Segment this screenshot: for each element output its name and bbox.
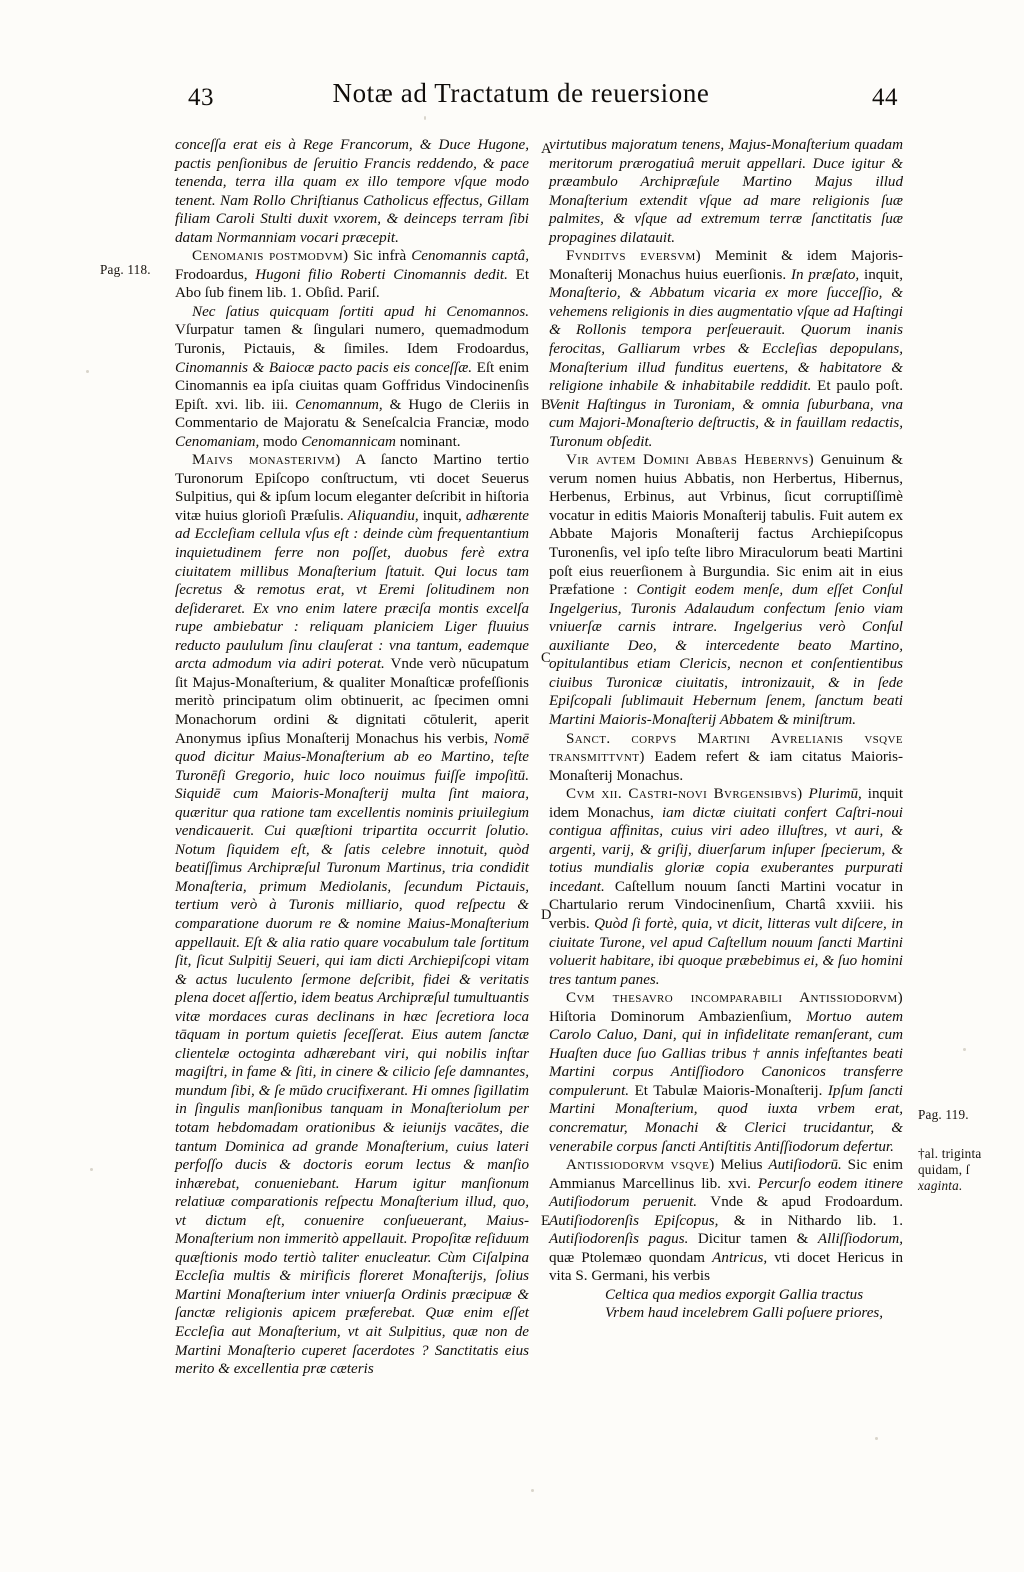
- gloss-text: inquit,: [859, 266, 903, 283]
- quoted-phrase: Percurſo eodem itinere Autiſiodorum peruenit.: [549, 1175, 903, 1211]
- quoted-phrase: Ipſum ſancti Martini Monaſterium, quod iuxta vrbem erat, concrematur, Monachi & Clerici trucidantur, & venerabile corpus ſancti Antiſtitis Antiſſiodorum defertur.: [549, 1082, 903, 1155]
- quoted-phrase: Antricus,: [712, 1249, 768, 1266]
- margin-note-label: Pag. 118.: [100, 262, 151, 277]
- gloss-text: Eadem refert & iam citatus Maioris-Monaſterij Monachus.: [549, 749, 903, 784]
- folio-number-left: 43: [188, 84, 214, 111]
- lemma-sanct-corpus-martini: Sanct. corpvs Martini Avrelianis vsqve transmittvnt): [549, 730, 903, 766]
- quoted-phrase: Autiſiodorū.: [768, 1157, 842, 1174]
- verse-line-1: Celtica qua medios exporgit Gallia tractus: [605, 1286, 864, 1303]
- quoted-phrase: Plurimū,: [802, 786, 862, 803]
- paragraph-cum-thesauro-incomparabili: [549, 989, 903, 1156]
- text-column-right: [549, 136, 903, 1323]
- gloss-text: inquit,: [418, 507, 466, 524]
- gloss-text: Sic infrà: [348, 248, 412, 265]
- section-letter-d: D: [541, 907, 552, 923]
- paragraph-conceſſa: conceſſa erat eis à Rege Francorum, & Duce Hugone, pactis penſionibus de ſeruitio Francis reddendo, & pace tenenda, terra illa quam ex illo tempore vſque modo tenent. Nam Rollo Chriſtianus Catholicus effectus, Gillam filiam Caroli Stulti duxit vxorem, & deinceps terram ſibi datam Normanniam vocari præcepit.: [175, 137, 529, 246]
- variant-line-2: quidam, ſ: [918, 1162, 970, 1177]
- quoted-phrase: Monaſterio, & Abbatum vicaria ex more ſucceſſio, & vehemens religionis in dies augmentatio vſque ad Haſtingi & Rollonis tempora perſeuerauit. Quorum inanis ferocitas, Galliarum vrbes & Eccleſias depopulans, Monaſterium illud funditus euertens, & habitatore & religione inhabile & inhabitabile reddidit.: [549, 285, 903, 395]
- quoted-phrase: Cenomannis captâ,: [411, 248, 529, 265]
- lemma-antissiodorum-usque: Antissiodorvm vsqve): [566, 1157, 715, 1174]
- quoted-phrase: Cenomannum,: [295, 396, 383, 413]
- paragraph-sanct-corpus-martini: [549, 730, 903, 786]
- margin-note-pag-119: [918, 1107, 1016, 1123]
- quoted-phrase: Nec ſatius quicquam ſortiti apud hi Cenomannos.: [192, 303, 529, 320]
- paragraph-cum-xii-castri-novi: [549, 785, 903, 989]
- quoted-phrase: Alliſſiodorum,: [817, 1231, 903, 1248]
- gloss-text: Frodoardus,: [175, 266, 256, 283]
- paragraph-virtutibus: virtutibus majoratum tenens, Majus-Monaſterium quadam meritorum prærogatiuâ meruit appellari. Duce igitur & præambulo Archipræſule Martino Majus illud Monaſterium extendit vſque ad mare religionis ſuæ palmites, & vſque ad extremum terræ ſanctitatis ſuæ propagines dilatauit.: [549, 137, 903, 246]
- quoted-phrase: Cenomaniam,: [175, 433, 260, 450]
- gloss-text: Hiſtoria Dominorum Ambazienſium,: [549, 1008, 807, 1025]
- paragraph-vir-autem-domini: [549, 451, 903, 729]
- gloss-text: Genuinum & verum nomen huius Abbatis, non Herbertus, Hibernus, Herbenus, Erbinus, aut Vrbinus, ſicut corruptiſſimè vocatur in editis Maioris Monaſterij tabulis. Fuit autem ex Abbate Majoris Monaſterij factus Archiepiſcopus Turonenſis, vel ipſo teſte libro Miraculorum beati Martini poſt eius reuerſionem à Burgundia. Sic enim ait in eius Præfatione :: [549, 452, 903, 599]
- gloss-text: inquit idem Monachus,: [549, 786, 904, 821]
- paragraph-nec-satius: [175, 303, 529, 451]
- gloss-text: Melius: [714, 1157, 769, 1174]
- lemma-maius-monasterium: Maivs monasterivm): [192, 452, 341, 469]
- gloss-text: nominant.: [395, 433, 461, 450]
- gloss-text: Vnde & apud Frodoardum.: [697, 1194, 903, 1211]
- section-letter-b: B: [541, 397, 551, 413]
- scan-speckle: [963, 1048, 966, 1051]
- section-letter-c: C: [541, 650, 551, 666]
- margin-note-pag-118: [100, 262, 186, 278]
- scan-speckle: [531, 1489, 534, 1492]
- section-letter-a: A: [541, 141, 552, 157]
- quoted-phrase: Autiſiodorenſis pagus.: [549, 1231, 689, 1248]
- text-column-left: [175, 136, 529, 1379]
- paragraph-funditus-eversum: [549, 247, 903, 451]
- page-title: Notæ ad Tractatum de reuersione: [332, 78, 710, 108]
- gloss-text: quæ Ptolemæo quondam: [549, 1249, 713, 1266]
- running-head: [0, 78, 1024, 118]
- lemma-funditus-eversum: Fvnditvs eversvm): [566, 248, 702, 265]
- gloss-text: Meminit & idem Majoris-Monaſterij Monachus huius euerſionis.: [549, 248, 903, 283]
- scan-speckle: [90, 1168, 93, 1171]
- quoted-phrase: Mortuo autem Carolo Caluo, Dani, qui in infidelitate remanſerant, cum Huaſten duce ſuo Gallias tribus † annis infeſtantes beati Martini corpus Antiſſiodoro Canonicos transferre compulerunt.: [549, 1008, 903, 1099]
- gloss-text: Vſurpatur tamen & ſingulari numero, quemadmodum Turonis, Pictauis, & ſimiles. Idem Frodoardus,: [175, 322, 529, 358]
- lemma-vir-autem-domini-abbas-hebernus: Vir avtem Domini Abbas Hebernvs): [566, 452, 815, 469]
- quoted-phrase: Hugoni filio Roberti Cinomannis dedit.: [255, 266, 508, 283]
- gloss-text: Et Abo ſub finem lib. 1. Obſid. Pariſ.: [175, 266, 530, 302]
- lemma-cum-xii-castri-novi: Cvm xii. Castri-novi Bvrgensibvs): [566, 786, 803, 803]
- quoted-phrase: Nomē quod dicitur Maius-Monaſterium ab eo Martino, teſte Turonēſi Gregorio, huic loco nouimus fuiſſe impoſitū. Siquidē cum Maioris-Monaſterij multa ſint maiora, quæritur qua ratione tam excellentis nominis priuilegium vendicauerit. Cui quæſtioni tripartita occurrit ſolutio. Notum ſiquidem eſt, & ſatis celebre innotuit, quòd beatiſſimus Archipræſul Turonum Martinus, tria condidit Monaſteria, primum Mediolanis, ſecundum Pictauis, tertium verò à Turonis milliario, quod reſpectu & comparatione duorum re & nomine Maius-Monaſterium appellauit. Eſt & alia ratio quare vocabulum tale ſortitum ſit, ſicut Sulpitij Seueri, qui iam dicti Archiepiſcopi vitam & actus luculento ſermone deſcribit, fidei & veritatis plena docet aſſertio, idem beatus Archipræſul tumultuantis vitæ mordaces curas declinans in hæc ſecretiora loca tāquam in portum quietis ſeceſſerat. Eius autem ſanctæ clientelæ octoginta adhærebant viri, qui nobilis inſtar magiſtri, in fame & ſiti, in cinere & cilicio ſeſe damnantes, mundum ſibi, & ſe mūdo crucifixerant. Hi omnes ſigillatim in ſingulis manſionibus tanquam in Monaſteriolum per totam hebdomadam orationibus & ieiunijs vacātes, die tantum Dominica ad grande Monaſterium, cuius lateri perfoſſo ducis & doctoris eorum lectus & manſio inhærebat, conueniebant. Harum igitur manſionum relatiuæ comparationis reſpectu Monaſterium illud, quo, vt dictum eſt, conuenire conſueuerant, Maius-Monaſterium non immeritò appellauit. Propoſitæ reſiduum quæſtionis modo tertiò taliter enucleatur. Cùm Ciſalpina Eccleſia multis & mirificis floreret Monaſterijs, ſolius Martini Monaſterium inter vniuerſa Ordinis præcipuæ & ſanctæ religionis apicem præferebat. Quæ enim eſſet Eccleſia aut Monaſterium, vt ait Sulpitius, quæ non de Martini Monaſterio cuperet ſacerdotes ? Sanctitatis eius merito & excellentia præ cæteris: [175, 730, 529, 1378]
- quoted-phrase: adhærente ad Eccleſiam cellula vſus eſt : deinde cùm frequentantium inquietudinem ferre non poſſet, duobus ferè extra ciuitatem millibus Monaſterium ſtatuit. Qui locus tam ſecretus & remotus erat, vt Eremi ſolitudinem non deſideraret. Ex vno enim latere præciſa montis excelſa rupe ambiebatur : reliquam planiciem Liger fluuius reducto paululum ſinu clauſerat : vna tantum, eademque arcta admodum via adiri poterat.: [175, 507, 529, 673]
- scan-speckle: [424, 116, 426, 120]
- quoted-phrase: Venit Haſtingus in Turoniam, & omnia ſuburbana, vna cum Majori-Monaſterio deſtructis, & in fauillam redactis, Turonum obſedit.: [549, 396, 903, 450]
- gloss-text: A ſancto Martino tertio Turonorum Epiſcopo conſtructum, vti docet Seuerus Sulpitius, qui & ipſum locum eleganter deſcribit in hiſtoria vitæ huius glorioſi Præſulis.: [175, 452, 530, 524]
- gloss-text: Eſt enim Cinomannis ea ipſa ciuitas quam Goffridus Vindocinenſis Epiſt. xvi. lib. iii.: [175, 359, 529, 413]
- quoted-phrase: iam dictæ ciuitati confert Caſtri-noui contigua affinitas, cuius viri adeo illuſtres, vt auri, & argenti, varij, & griſij, diuerſarum inſuper ſpecierum, & totius mundialis gloriæ copia exuberantes purpurati incedant.: [549, 804, 903, 895]
- variant-line-1: †al. triginta: [918, 1146, 982, 1161]
- gloss-text: & in Nithardo lib. 1.: [718, 1212, 904, 1229]
- quoted-phrase: Cinomannis & Baiocæ pacto pacis eis conceſſæ.: [175, 359, 473, 376]
- folio-number-right: 44: [872, 84, 898, 111]
- scan-speckle: [875, 1437, 878, 1440]
- quoted-phrase: Cenomannicam: [301, 433, 396, 450]
- margin-note-label: Pag. 119.: [918, 1107, 969, 1122]
- quoted-phrase: Contigit eodem menſe, dum eſſet Conſul Ingelgerius, Turonis Adalaudum confectum ſenio viam vniuerſæ carnis intrare. Ingelgerius verò Conſul auxiliante Deo, & intercedente beato Martino, opitulantibus etiam Clericis, necnon et conſentientibus ciuibus Turonicæ ciuitatis, intronizauit, & in ſede Epiſcopali ſublimauit Hebernum ſenem, ſanctum beati Martini Maioris-Monaſterij Abbatem & miniſtrum.: [549, 582, 904, 728]
- gloss-text: & Hugo de Cleriis in Commentario de Majoratu & Seneſcalcia Franciæ, modo: [175, 396, 529, 432]
- quoted-phrase: Aliquandiu,: [347, 507, 419, 524]
- gloss-text: Sic enim Ammianus Marcellinus lib. xvi.: [549, 1157, 904, 1192]
- gloss-text: Et paulo poſt.: [811, 378, 903, 395]
- paragraph-maius-monasterium: [175, 451, 529, 1378]
- gloss-text: Caſtellum nouum ſancti Martini vocatur in Chartulario rerum Vindocinenſium, Chartâ xxviii. his verbis.: [549, 878, 903, 932]
- verse-line-2: Vrbem haud incelebrem Galli poſuere priores,: [605, 1305, 884, 1322]
- scan-speckle: [86, 370, 89, 373]
- gloss-text: Dicitur tamen &: [688, 1231, 818, 1248]
- gloss-text: Et Tabulæ Maioris-Monaſterij.: [629, 1082, 828, 1099]
- gloss-text: Vnde verò nūcupatum ſit Majus-Monaſterium, & qualiter Monaſticæ profeſſionis meritò principatum olim obtinuerit, ac ſpecimen omni Monachorum ordini & dignitati cōtulerit, aperit Anonymus ipſius Monaſterij Monachus his verbis,: [175, 656, 529, 747]
- gloss-text: vti docet Hericus in vita S. Germani, his verbis: [549, 1249, 903, 1285]
- quoted-phrase: In præſato,: [790, 266, 860, 283]
- quoted-phrase: Autiſiodorenſis Epiſcopus,: [549, 1212, 719, 1229]
- lemma-cum-thesauro-incomparabili: Cvm thesavro incomparabili Antissiodorvm): [566, 990, 903, 1007]
- gloss-text: modo: [259, 433, 302, 450]
- paragraph-cenomanis-postmodum: [175, 247, 529, 303]
- lemma-cenomanis-postmodum: Cenomanis postmodvm): [192, 248, 349, 265]
- paragraph-antissiodorum-usque: [549, 1156, 903, 1286]
- margin-note-variant: [918, 1146, 1016, 1194]
- quoted-phrase: Quòd ſi fortè, quia, vt dicit, litteras vult diſcere, in ciuitate Turone, vel apud Caſtellum nouum ſancti Martini voluerit habitare, ibi quoque præbebimus ei, & ſuo homini tres tantum panes.: [549, 915, 903, 988]
- variant-line-3: xaginta.: [918, 1178, 963, 1193]
- section-letter-e: E: [541, 1213, 550, 1229]
